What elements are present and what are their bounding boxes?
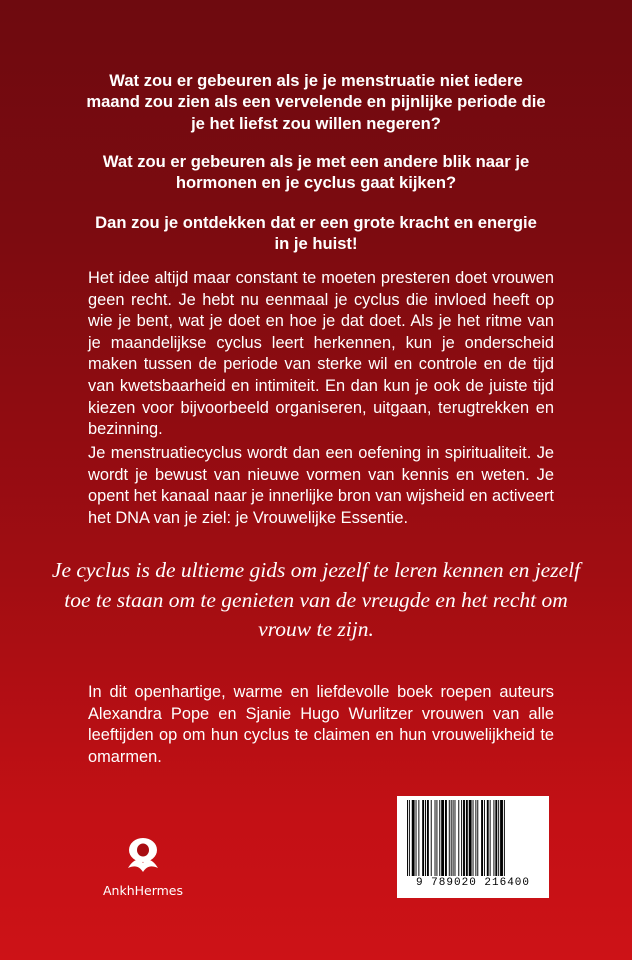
barcode-bar [455,800,456,876]
closing-paragraph: In dit openhartige, warme en liefdevolle boek roepen auteurs Alexandra Pope en Sjanie Hugo Wurlitzer vrouwen van alle leeftijden op om hun cyclus te claimen en hun vrouwelijkheid te omarmen. [88,683,554,766]
barcode-bar [461,800,462,876]
barcode-bar [435,800,436,876]
publisher-name: AnkhHermes [102,883,184,898]
barcode-bar [431,800,432,876]
barcode-bar [453,800,454,876]
barcode-bar [475,800,476,876]
barcode-bar [458,800,459,876]
barcode-bar [493,800,494,876]
intro-question-2 [86,151,546,194]
intro-statement [86,212,546,255]
body-paragraph: Je menstruatiecyclus wordt dan een oefening in spiritualiteit. Je wordt je bewust van nieuwe vormen van kennis en weten. Je opent het kanaal naar je innerlijke bron van wijsheid en activeert het DNA van je ziel: je Vrouwelijke Essentie. [88,444,554,527]
barcode-bar [495,800,497,876]
barcode-bar [418,800,419,876]
intro-paragraph: Wat zou er gebeuren als je je menstruatie niet iedere maand zou zien als een vervelende en pijnlijke periode die je het liefst zou willen negeren? [86,71,546,133]
barcode-bar [466,800,468,876]
barcode-bar [498,800,499,876]
publisher-logo [98,836,188,898]
barcode-bar [409,800,410,876]
isbn-barcode [397,796,549,898]
body-paragraph: Het idee altijd maar constant te moeten presteren doet vrouwen geen recht. Je hebt nu eenmaal je cyclus die invloed heeft op wie je bent, wat je doet en hoe je dat doet. Als je het ritme van je maandelijkse cyclus leert herkennen, kun je onderscheid maken tussen de periode van sterke wil en controle en de tijd van kwetsbaarheid en intimiteit. En dan kun je ook de juiste tijd kiezen voor bijvoorbeeld organiseren, uitgaan, terugtrekken en bezinning. [88,269,554,439]
intro-paragraph: Dan zou je ontdekken dat er een grote kracht en energie in je huist! [95,213,537,254]
isbn-number: 9 789020 216400 [415,877,531,889]
barcode-bar [439,800,440,876]
barcode-bar [504,800,505,876]
barcode-bar [441,800,444,876]
body-text-2 [88,443,554,529]
barcode-bar [481,800,483,876]
closing-text [88,682,554,768]
barcode-bar [449,800,450,876]
pull-quote: Je cyclus is de ultieme gids om jezelf te leren kennen en jezelf toe te staan om te genieten van de vreugde en het recht om vrouw te zijn. [51,558,581,641]
ankhhermes-logo-icon [120,836,166,876]
barcode-bar [490,800,491,876]
barcode-bar [407,800,408,876]
barcode-bar [436,800,437,876]
barcode-bar [416,800,417,876]
barcode-bar [445,800,447,876]
intro-question-1 [86,70,546,134]
barcode-bar [451,800,452,876]
barcode-bar [463,800,465,876]
intro-paragraph: Wat zou er gebeuren als je met een andere blik naar je hormonen en je cyclus gaat kijken? [102,152,530,193]
barcode-bar [477,800,478,876]
barcode-bar [427,800,429,876]
barcode-icon [405,800,541,876]
barcode-bar [422,800,424,876]
barcode-bar [425,800,426,876]
barcode-bar [473,800,474,876]
barcode-bar [469,800,472,876]
body-text-1 [88,268,554,441]
barcode-bar [484,800,485,876]
barcode-bar [487,800,489,876]
barcode-bar [412,800,415,876]
barcode-bar [500,800,503,876]
